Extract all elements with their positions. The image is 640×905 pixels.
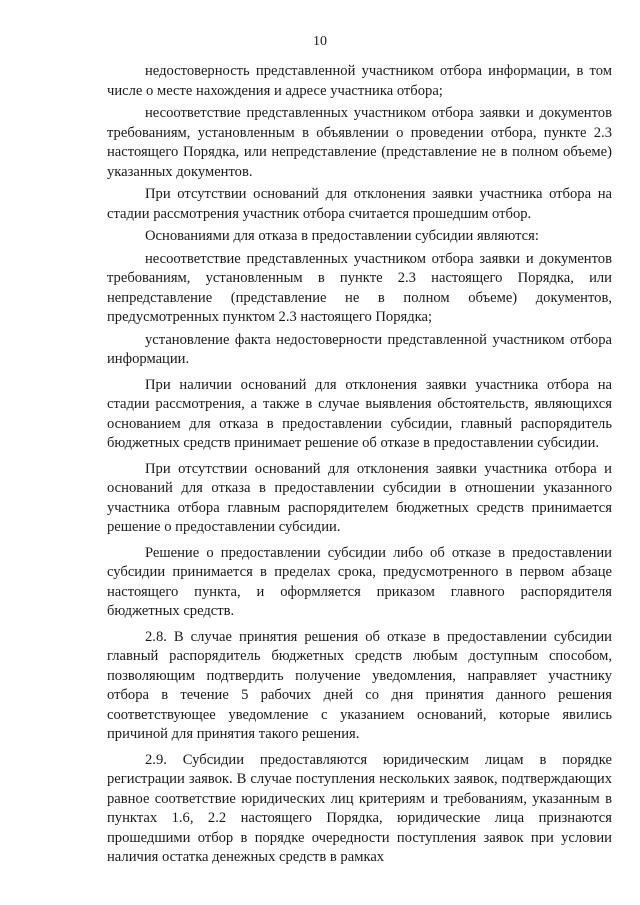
paragraph: установление факта недостоверности представленной участником отбора информации. (107, 331, 612, 367)
paragraph: 2.9. Субсидии предоставляются юридическим лицам в порядке регистрации заявок. В случае поступления нескольких заявок, подтверждающих равное соответствие юридических лиц критериям и требованиям, указанным в пунктах 1.6, 2.2 настоящего Порядка, юридические лица признаются прошедшими отбор в порядке очередности поступления заявок при условии наличия остатка денежных средств в рамках (107, 751, 612, 865)
paragraph: Решение о предоставлении субсидии либо об отказе в предоставлении субсидии принимается в пределах срока, предусмотренного в первом абзаце настоящего пункта, и оформляется приказом главного распорядителя бюджетных средств. (107, 544, 612, 619)
paragraph: При отсутствии оснований для отклонения заявки участника отбора и оснований для отказа в предоставлении субсидии в отношении указанного участника отбора главным распорядителем бюджетных средств принимается решение о предоставлении субсидии. (107, 460, 612, 535)
page-number: 10 (313, 34, 327, 49)
paragraph: При отсутствии оснований для отклонения заявки участника отбора на стадии рассмотрения участник отбора считается прошедшим отбор. (107, 186, 612, 222)
paragraph: недостоверность представленной участником отбора информации, в том числе о месте нахождения и адресе участника отбора; (107, 63, 612, 99)
document-body (107, 62, 612, 874)
paragraph: При наличии оснований для отклонения заявки участника отбора на стадии рассмотрения, а также в случае выявления обстоятельств, являющихся основанием для отказа в предоставлении субсидии, главный распорядитель бюджетных средств принимает решение об отказе в предоставлении субсидии. (107, 376, 612, 451)
paragraph: Основаниями для отказа в предоставлении субсидии являются: (145, 228, 539, 244)
paragraph: несоответствие представленных участником отбора заявки и документов требованиям, установленным в пункте 2.3 настоящего Порядка, или непредставление (представление не в полном объеме) документов, предусмотренных пунктом 2.3 настоящего Порядка; (107, 250, 612, 325)
paragraph: 2.8. В случае принятия решения об отказе в предоставлении субсидии главный распорядитель бюджетных средств любым доступным способом, позволяющим подтвердить получение уведомления, направляет участнику отбора в течение 5 рабочих дней со дня принятия данного решения соответствующее уведомление с указанием оснований, которые явились причиной для принятия такого решения. (107, 628, 612, 742)
paragraph: несоответствие представленных участником отбора заявки и документов требованиям, установленным в объявлении о проведении отбора, пункте 2.3 настоящего Порядка, или непредставление (представление не в полном объеме) указанных документов. (107, 105, 612, 180)
